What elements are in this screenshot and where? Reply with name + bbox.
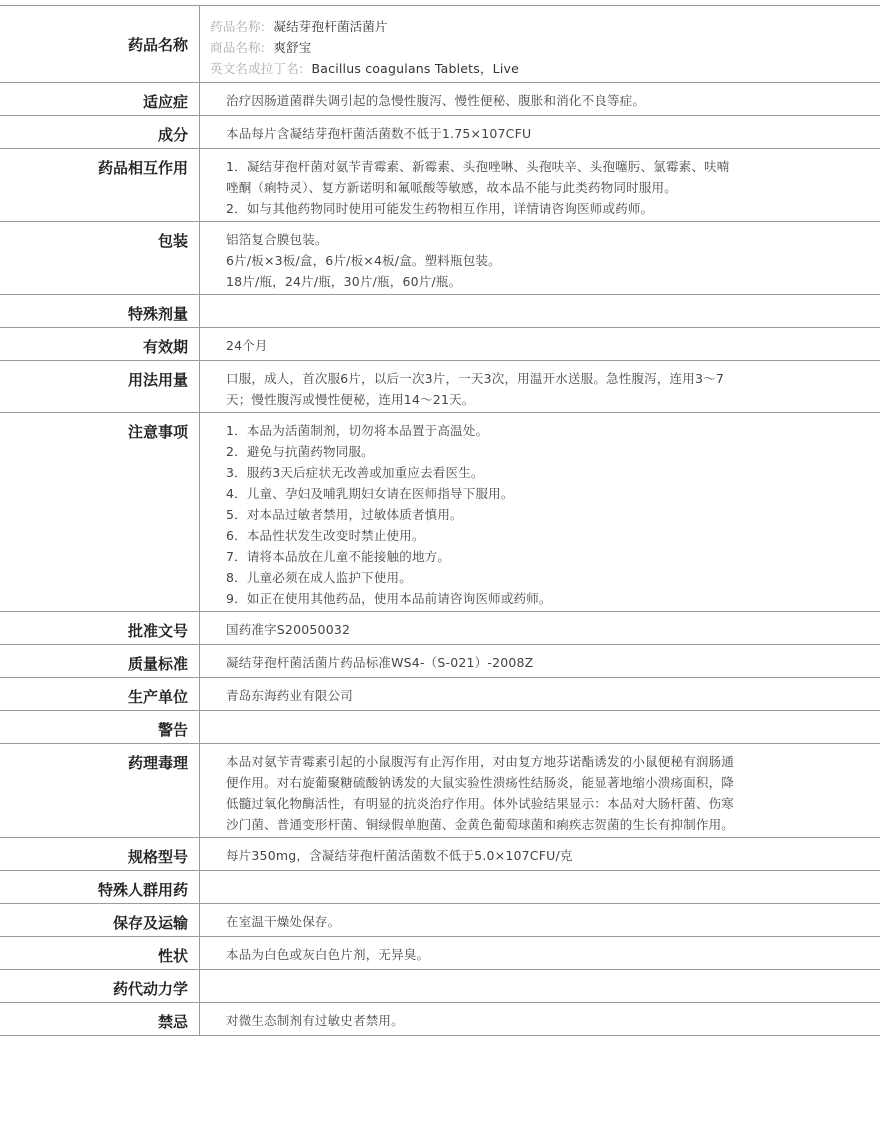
text-line: 4．儿童、孕妇及哺乳期妇女请在医师指导下服用。	[226, 486, 514, 501]
text-line: 对微生态制剂有过敏史者禁用。	[226, 1013, 404, 1028]
row-label: 特殊剂量	[0, 295, 200, 327]
text-line: 18片/瓶，24片/瓶，30片/瓶，60片/瓶。	[226, 274, 462, 289]
text-line: 9．如正在使用其他药品，使用本品前请咨询医师或药师。	[226, 591, 552, 606]
text-line: 1．本品为活菌制剂，切勿将本品置于高温处。	[226, 423, 489, 438]
row-special-dosage	[0, 295, 880, 328]
text-line: 青岛东海药业有限公司	[226, 688, 354, 703]
row-label: 适应症	[0, 83, 200, 115]
text-line: 凝结芽孢杆菌活菌片药品标准WS4-（S-021）-2008Z	[226, 655, 534, 670]
drug-name-key: 药品名称:	[210, 19, 266, 34]
row-indication	[0, 83, 880, 116]
row-approval	[0, 612, 880, 645]
text-line: 本品为白色或灰白色片剂，无异臭。	[226, 947, 430, 962]
text-line: 便作用。对右旋葡聚糖硫酸钠诱发的大鼠实验性溃疡性结肠炎，能显著地缩小溃疡面积，降	[226, 775, 735, 790]
trade-name-line	[210, 37, 790, 58]
trade-name-key: 商品名称:	[210, 40, 266, 55]
row-content	[200, 1003, 880, 1035]
english-name-value: Bacillus coagulans Tablets，Live	[311, 61, 519, 76]
row-pharmacokinetics	[0, 970, 880, 1003]
row-label: 注意事项	[0, 413, 200, 611]
row-label: 规格型号	[0, 838, 200, 870]
drug-name-value: 凝结芽孢杆菌活菌片	[273, 19, 388, 34]
row-content	[200, 149, 880, 221]
text-line: 3．服药3天后症状无改善或加重应去看医生。	[226, 465, 484, 480]
row-content	[200, 904, 880, 936]
text-line: 在室温干燥处保存。	[226, 914, 341, 929]
text-line: 治疗因肠道菌群失调引起的急慢性腹泻、慢性便秘、腹胀和消化不良等症。	[226, 93, 646, 108]
drug-info-table	[0, 5, 880, 1036]
text-line: 铝箔复合膜包装。	[226, 232, 328, 247]
text-line: 口服，成人，首次服6片，以后一次3片，一天3次，用温开水送服。急性腹泻，连用3～7	[226, 371, 724, 386]
text-line: 2．避免与抗菌药物同服。	[226, 444, 374, 459]
english-name-key: 英文名或拉丁名:	[210, 61, 304, 76]
row-content	[200, 645, 880, 677]
text-line: 5．对本品过敏者禁用，过敏体质者慎用。	[226, 507, 463, 522]
row-content	[200, 612, 880, 644]
row-usage	[0, 361, 880, 413]
row-validity	[0, 328, 880, 361]
row-label: 批准文号	[0, 612, 200, 644]
drug-name-line	[210, 16, 790, 37]
row-label: 特殊人群用药	[0, 871, 200, 903]
row-label: 成分	[0, 116, 200, 148]
text-line: 24个月	[226, 338, 268, 353]
row-label: 药品名称	[0, 6, 200, 82]
text-line: 本品每片含凝结芽孢杆菌活菌数不低于1.75×107CFU	[226, 126, 532, 141]
row-storage	[0, 904, 880, 937]
row-label: 禁忌	[0, 1003, 200, 1035]
text-line: 6．本品性状发生改变时禁止使用。	[226, 528, 425, 543]
row-label: 药代动力学	[0, 970, 200, 1002]
row-pharmacology	[0, 744, 880, 838]
row-content	[200, 838, 880, 870]
row-content	[200, 871, 880, 903]
text-line: 7．请将本品放在儿童不能接触的地方。	[226, 549, 451, 564]
row-content	[200, 711, 880, 743]
trade-name-value: 爽舒宝	[273, 40, 312, 55]
row-content	[200, 937, 880, 969]
row-content	[200, 295, 880, 327]
row-content	[200, 328, 880, 360]
row-content	[200, 361, 880, 412]
text-line: 每片350mg，含凝结芽孢杆菌活菌数不低于5.0×107CFU/克	[226, 848, 573, 863]
row-label: 药理毒理	[0, 744, 200, 837]
english-name-line	[210, 58, 790, 79]
row-label: 生产单位	[0, 678, 200, 710]
row-warning	[0, 711, 880, 744]
row-appearance	[0, 937, 880, 970]
row-label: 用法用量	[0, 361, 200, 412]
row-drug-names	[0, 5, 880, 83]
row-specification	[0, 838, 880, 871]
text-line: 低髓过氧化物酶活性，有明显的抗炎治疗作用。体外试验结果显示：本品对大肠杆菌、伤寒	[226, 796, 735, 811]
row-precautions	[0, 413, 880, 612]
row-label: 保存及运输	[0, 904, 200, 936]
row-packaging	[0, 222, 880, 295]
row-contraindications	[0, 1003, 880, 1036]
text-line: 天；慢性腹泻或慢性便秘，连用14～21天。	[226, 392, 475, 407]
row-special-population	[0, 871, 880, 904]
row-quality	[0, 645, 880, 678]
text-line: 8．儿童必须在成人监护下使用。	[226, 570, 412, 585]
text-line: 6片/板×3板/盒，6片/板×4板/盒。塑料瓶包装。	[226, 253, 501, 268]
row-content	[200, 6, 880, 82]
row-content	[200, 116, 880, 148]
text-line: 2．如与其他药物同时使用可能发生药物相互作用，详情请咨询医师或药师。	[226, 201, 654, 216]
row-label: 警告	[0, 711, 200, 743]
row-content	[200, 222, 880, 294]
text-line: 国药准字S20050032	[226, 622, 351, 637]
row-content	[200, 678, 880, 710]
row-content	[200, 744, 880, 837]
text-line: 沙门菌、普通变形杆菌、铜绿假单胞菌、金黄色葡萄球菌和痢疾志贺菌的生长有抑制作用。	[226, 817, 735, 832]
text-line: 本品对氨苄青霉素引起的小鼠腹泻有止泻作用，对由复方地芬诺酯诱发的小鼠便秘有润肠通	[226, 754, 735, 769]
row-label: 药品相互作用	[0, 149, 200, 221]
row-content	[200, 83, 880, 115]
row-label: 包装	[0, 222, 200, 294]
row-ingredients	[0, 116, 880, 149]
row-content	[200, 413, 880, 611]
text-line: 唑酮（痢特灵）、复方新诺明和氟哌酸等敏感，故本品不能与此类药物同时服用。	[226, 180, 677, 195]
row-label: 性状	[0, 937, 200, 969]
row-label: 质量标准	[0, 645, 200, 677]
row-interactions	[0, 149, 880, 222]
row-label: 有效期	[0, 328, 200, 360]
text-line: 1．凝结芽孢杆菌对氨苄青霉素、新霉素、头孢唑啉、头孢呋辛、头孢噻肟、氯霉素、呋喃	[226, 159, 730, 174]
row-content	[200, 970, 880, 1002]
row-manufacturer	[0, 678, 880, 711]
